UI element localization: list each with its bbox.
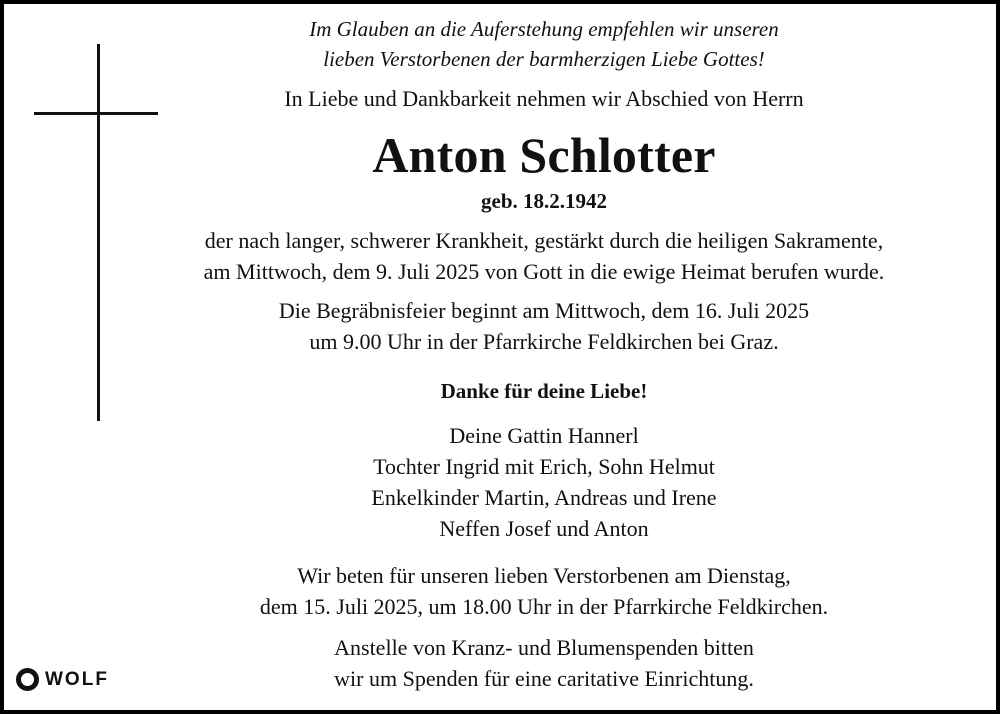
funeral-line-1: Die Begräbnisfeier beginnt am Mittwoch, dem 16. Juli 2025 — [278, 298, 810, 323]
deceased-name: Anton Schlotter — [372, 127, 716, 183]
funeral-line-2: um 9.00 Uhr in der Pfarrkirche Feldkirchen bei Graz. — [309, 329, 779, 354]
intro-line-1: Im Glauben an die Auferstehung empfehlen wir unseren — [309, 17, 779, 41]
birth-date: geb. 18.2.1942 — [481, 189, 607, 213]
ring-icon — [16, 668, 39, 691]
mourner-line: Deine Gattin Hannerl — [449, 423, 639, 448]
logo-text: WOLF — [45, 668, 109, 690]
cross-icon-vertical — [97, 44, 100, 421]
farewell-line: In Liebe und Dankbarkeit nehmen wir Abschied von Herrn — [284, 86, 804, 111]
obituary-notice — [4, 4, 996, 710]
prayer-line-1: Wir beten für unseren lieben Verstorbenen am Dienstag, — [297, 563, 791, 588]
mourner-line: Neffen Josef und Anton — [439, 516, 649, 541]
mourner-line: Tochter Ingrid mit Erich, Sohn Helmut — [373, 454, 715, 479]
wolf-logo — [16, 668, 109, 691]
intro-line-2: lieben Verstorbenen der barmherzigen Liebe Gottes! — [323, 47, 765, 71]
prayer-line-2: dem 15. Juli 2025, um 18.00 Uhr in der Pfarrkirche Feldkirchen. — [259, 594, 829, 619]
notice-content — [104, 14, 984, 694]
death-line-1: der nach langer, schwerer Krankheit, gestärkt durch die heiligen Sakramente, — [204, 228, 884, 253]
mourners-list — [104, 420, 984, 544]
thanks-line: Danke für deine Liebe! — [440, 379, 648, 403]
death-line-2: am Mittwoch, dem 9. Juli 2025 von Gott in die ewige Heimat berufen wurde. — [203, 259, 885, 284]
donations-line-2: wir um Spenden für eine caritative Einrichtung. — [334, 666, 754, 691]
mourner-line: Enkelkinder Martin, Andreas und Irene — [371, 485, 717, 510]
donations-line-1: Anstelle von Kranz- und Blumenspenden bitten — [334, 635, 754, 660]
